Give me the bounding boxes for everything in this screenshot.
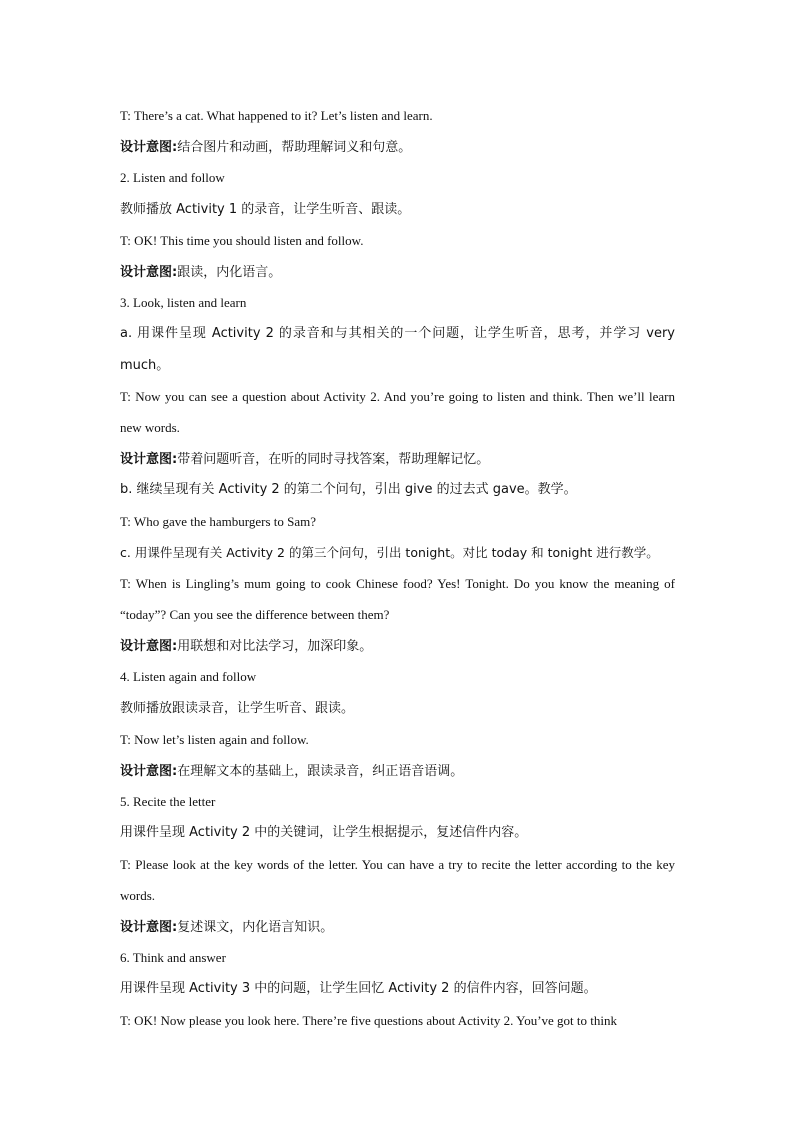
- text-line: T: Who gave the hamburgers to Sam?: [120, 513, 316, 529]
- text-line: T: OK! This time you should listen and follow.: [120, 232, 364, 248]
- text-line: 教师播放跟读录音，让学生听音、跟读。: [120, 700, 355, 716]
- design-intent-line: 设计意图:在理解文本的基础上，跟读录音，纠正语音语调。: [120, 764, 464, 780]
- section-heading: 6. Think and answer: [120, 950, 226, 966]
- design-intent-line: 设计意图:结合图片和动画，帮助理解词义和句意。: [120, 140, 412, 156]
- section-heading: 5. Recite the letter: [120, 794, 216, 810]
- design-intent-label: 设计意图:: [120, 140, 178, 156]
- design-intent-label: 设计意图:: [120, 639, 178, 655]
- text-line: T: There’s a cat. What happened to it? Let’s listen and learn.: [120, 108, 433, 123]
- design-intent-label: 设计意图:: [120, 452, 178, 468]
- design-intent-line: 设计意图:跟读，内化语言。: [120, 264, 282, 280]
- section-heading: 3. Look, listen and learn: [120, 295, 247, 311]
- design-intent-line: 设计意图:带着问题听音，在听的同时寻找答案，帮助理解记忆。: [120, 452, 490, 468]
- design-intent-label: 设计意图:: [120, 264, 178, 280]
- design-intent-line: 设计意图:用联想和对比法学习，加深印象。: [120, 639, 373, 655]
- text-paragraph: a. 用课件呈现 Activity 2 的录音和与其相关的一个问题，让学生听音，思考，并学习 very much。: [120, 326, 675, 373]
- text-line: c. 用课件呈现有关 Activity 2 的第三个问句，引出 tonight。对比 today 和 tonight 进行教学。: [120, 544, 659, 560]
- text-line: T: Now let’s listen again and follow.: [120, 731, 309, 747]
- document-page: [120, 100, 675, 1036]
- text-line: 用课件呈现 Activity 2 中的关键词，让学生根据提示，复述信件内容。: [120, 825, 528, 841]
- text-line: 用课件呈现 Activity 3 中的问题，让学生回忆 Activity 2 的信件内容，回答问题。: [120, 981, 597, 997]
- section-heading: 4. Listen again and follow: [120, 669, 257, 685]
- section-heading: 2. Listen and follow: [120, 170, 225, 186]
- text-line: b. 继续呈现有关 Activity 2 的第二个问句，引出 give 的过去式 gave。教学。: [120, 482, 577, 498]
- design-intent-label: 设计意图:: [120, 764, 178, 780]
- text-line: T: OK! Now please you look here. There’re five questions about Activity 2. You’ve got to think: [120, 1012, 617, 1028]
- text-paragraph: T: Please look at the key words of the letter. You can have a try to recite the letter according to the key words.: [120, 856, 675, 903]
- text-paragraph: T: When is Lingling’s mum going to cook Chinese food? Yes! Tonight. Do you know the meaning of “today”? Can you see the difference between them?: [120, 575, 675, 623]
- text-line: 教师播放 Activity 1 的录音，让学生听音、跟读。: [120, 201, 411, 217]
- design-intent-line: 设计意图:复述课文，内化语言知识。: [120, 920, 334, 935]
- text-paragraph: T: Now you can see a question about Activity 2. And you’re going to listen and think. Then we’ll learn new words.: [120, 388, 675, 435]
- design-intent-label: 设计意图:: [120, 920, 178, 935]
